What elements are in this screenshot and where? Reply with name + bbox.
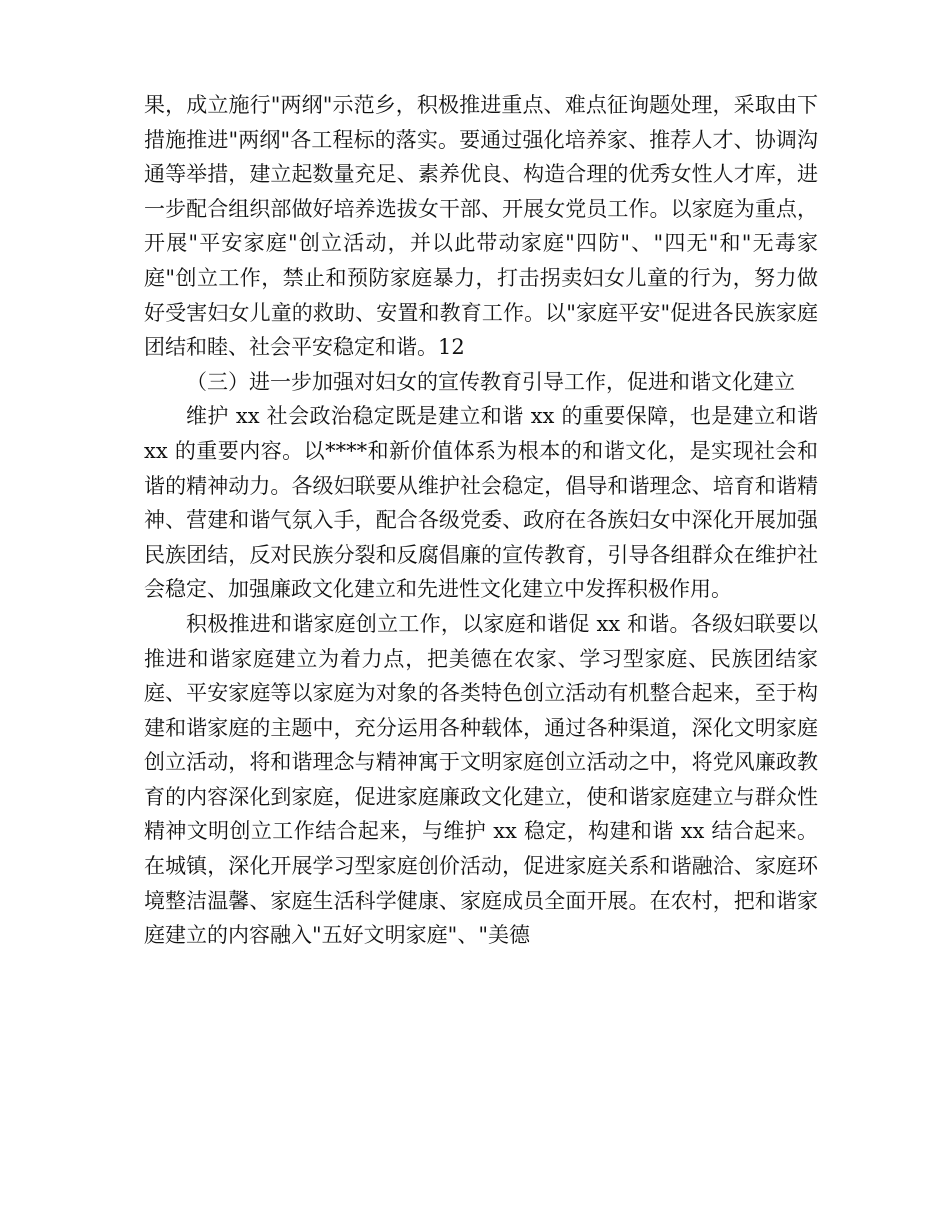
paragraph-harmonious-family: 积极推进和谐家庭创立工作，以家庭和谐促 xx 和谐。各级妇联要以推进和谐家庭建立为着力点，把美德在农家、学习型家庭、民族团结家庭、平安家庭等以家庭为对象的各类特色创立活动有机整合起来，至于构建和谐家庭的主题中，充分运用各种载体，通过各种渠道，深化文明家庭创立活动，将和谐理念与精神寓于文明家庭创立活动之中，将党风廉政教育的内容深化到家庭，促进家庭廉政文化建立，使和谐家庭建立与群众性精神文明创立工作结合起来，与维护 xx 稳定，构建和谐 xx 结合起来。在城镇，深化开展学习型家庭创价活动，促进家庭关系和谐融洽、家庭环境整洁温馨、家庭生活科学健康、家庭成员全面开展。在农村，把和谐家庭建立的内容融入"五好文明家庭"、"美德 — [144, 611, 818, 948]
paragraph-continuation: 果，成立施行"两纲"示范乡，积极推进重点、难点征询题处理，采取由下措施推进"两纲"各工程标的落实。要通过强化培养家、推荐人才、协调沟通等举措，建立起数量充足、素养优良、构造合理的优秀女性人才库，进一步配合组织部做好培养选拔女干部、开展女党员工作。以家庭为重点，开展"平安家庭"创立活动，并以此带动家庭"四防"、"四无"和"无毒家庭"创立工作，禁止和预防家庭暴力，打击拐卖妇女儿童的行为，努力做好受害妇女儿童的救助、安置和教育工作。以"家庭平安"促进各民族家庭团结和睦、社会平安稳定和谐。12 — [144, 93, 818, 360]
section-heading: （三）进一步加强对妇女的宣传教育引导工作，促进和谐文化建立 — [186, 369, 795, 394]
paragraph-stability: 维护 xx 社会政治稳定既是建立和谐 xx 的重要保障，也是建立和谐 xx 的重要内容。以****和新价值体系为根本的和谐文化，是实现社会和谐的精神动力。各级妇联要从维护社会稳定，倡导和谐理念、培育和谐精神、营建和谐气氛入手，配合各级党委、政府在各族妇女中深化开展加强民族团结，反对民族分裂和反腐倡廉的宣传教育，引导各组群众在维护社会稳定、加强廉政文化建立和先进性文化建立中发挥积极作用。 — [144, 404, 818, 602]
document-body — [144, 88, 818, 953]
